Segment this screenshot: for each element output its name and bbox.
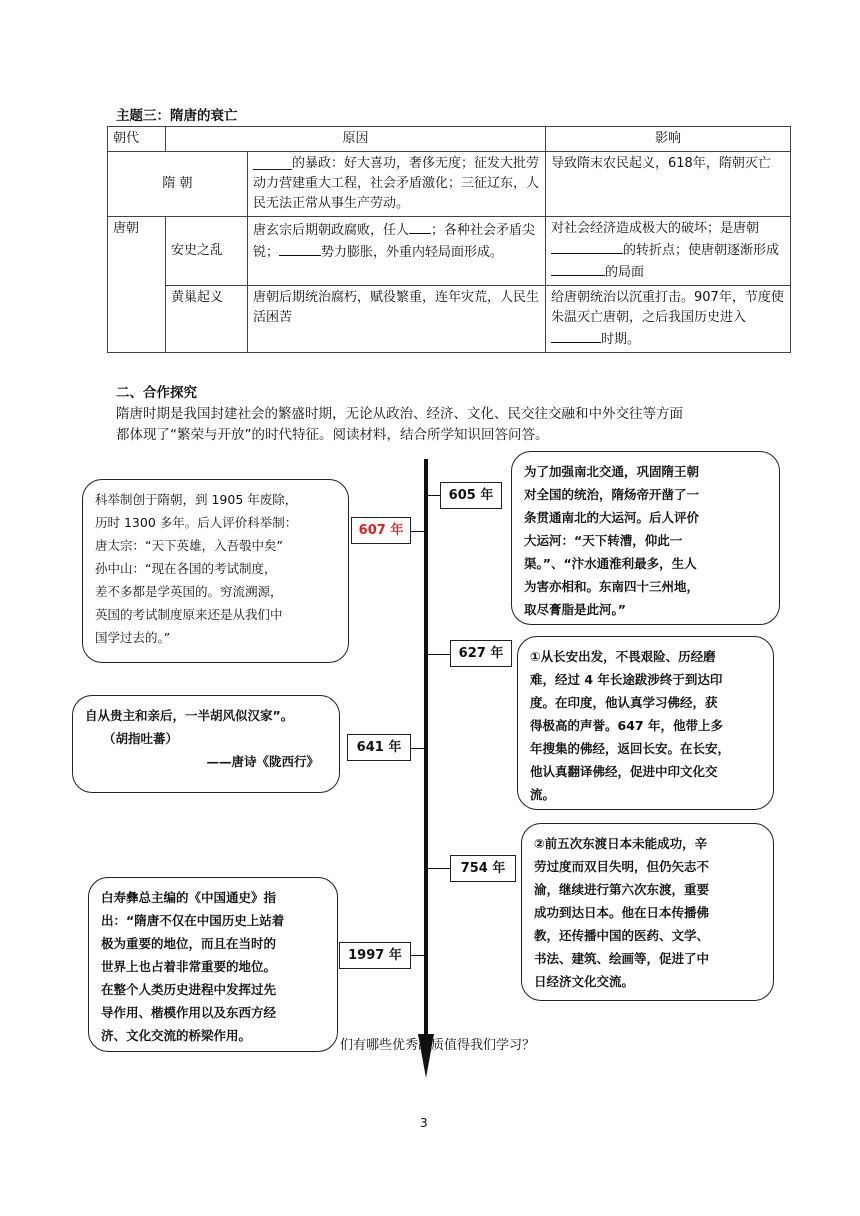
box-line: ——唐诗《陇西行》 [206, 754, 319, 769]
box-line: 在整个人类历史进程中发挥过先 [101, 982, 277, 997]
box-line: 白寿彝总主编的《中国通史》指 [101, 890, 277, 905]
box-line: 书法、建筑、绘画等，促进了中 [534, 951, 710, 966]
table-row-huangchao [108, 286, 791, 353]
anshi-cause-c: 势力膨胀，外重内轻局面形成。 [321, 245, 504, 260]
box-line: 极为重要的地位，而且在当时的 [101, 936, 277, 951]
table-row-sui [108, 152, 791, 217]
section-title: 二、合作探究 [116, 385, 197, 401]
question-text: 们有哪些优秀品质值得我们学习？ [340, 1038, 536, 1053]
fill-blank [551, 239, 623, 254]
box-line: （胡指吐蕃） [103, 731, 179, 746]
box-line: 为害亦相和。东南四十三州地， [524, 579, 700, 594]
box-line: 他认真翻译佛经，促进中印文化交 [530, 764, 718, 779]
material-box-607 [82, 479, 349, 663]
timeline-axis [424, 459, 428, 1037]
cell-sui-dynasty: 隋 朝 [108, 152, 248, 217]
fill-blank [551, 261, 605, 276]
huangchao-effect-a: 给唐朝统治以沉重打击。907年，节度使朱温灭亡唐朝，之后我国历史进入 [551, 290, 784, 325]
box-line: 唐太宗：“天下英雄，入吾彀中矣” [95, 538, 283, 553]
box-line: 科举制创于隋朝，到 1905 年废除， [95, 492, 298, 507]
box-line: 劳过度而双目失明，但仍矢志不 [534, 859, 710, 874]
box-line: 渝，继续进行第六次东渡，重要 [534, 882, 710, 897]
timeline-tick [428, 495, 440, 496]
timeline-tick [410, 955, 424, 956]
huangchao-effect-b: 时期。 [601, 332, 641, 347]
box-line: 对全国的统治，隋炀帝开凿了一 [524, 487, 700, 502]
box-line: 渠。”、“汴水通淮利最多，生人 [524, 556, 697, 571]
anshi-cause-a: 唐玄宗后期朝政腐败，任人 [253, 223, 410, 238]
box-line: 成功到达日本。他在日本传播佛 [534, 905, 710, 920]
box-line: 世界上也占着非常重要的地位。 [101, 959, 277, 974]
page-number: 3 [420, 1116, 428, 1130]
anshi-effect-b: 的转折点；使唐朝逐渐形成 [623, 243, 780, 258]
cell-sui-cause [248, 152, 546, 217]
header-dynasty: 朝代 [108, 127, 166, 152]
timeline-tick [428, 654, 450, 655]
year-label-605: 605 年 [440, 482, 502, 509]
material-box-754 [521, 823, 774, 1001]
box-line: ②前五次东渡日本未能成功，辛 [534, 836, 708, 851]
cell-anshi-effect [546, 217, 791, 286]
header-effect: 影响 [546, 127, 791, 152]
material-box-641 [72, 695, 340, 793]
cell-sui-effect: 导致隋末农民起义，618年，隋朝灭亡 [546, 152, 791, 217]
box-line: 年搜集的佛经，返回长安。在长安， [530, 741, 731, 756]
year-label-641: 641 年 [347, 734, 411, 761]
box-line: 为了加强南北交通，巩固隋王朝 [524, 464, 700, 479]
cell-huangchao-effect [546, 286, 791, 353]
box-line: 历时 1300 多年。后人评价科举制： [95, 515, 298, 530]
box-line: 难，经过 4 年长途跋涉终于到达印 [530, 672, 723, 687]
box-line: 孙中山：“现在各国的考试制度， [95, 561, 277, 576]
box-line: 得极高的声誉。647 年，他带上多 [530, 718, 723, 733]
intro-line: 隋唐时期是我国封建社会的繁盛时期，无论从政治、经济、文化、民交往交融和中外交往等方面 [116, 406, 683, 422]
timeline-tick [410, 748, 424, 749]
year-label-1997: 1997 年 [339, 942, 411, 969]
box-line: 流。 [530, 787, 556, 802]
decline-table [107, 126, 791, 353]
box-line: 取尽膏脂是此河。” [524, 602, 626, 617]
cell-tang-dynasty: 唐朝 [108, 217, 166, 353]
anshi-effect-c: 的局面 [605, 265, 645, 280]
year-label-754: 754 年 [450, 855, 516, 882]
fill-blank [551, 328, 601, 343]
box-line: 度。在印度，他认真学习佛经，获 [530, 695, 718, 710]
year-label-607: 607 年 [351, 517, 411, 544]
table-header-row [108, 127, 791, 152]
timeline-tick [410, 531, 424, 532]
material-box-605 [511, 451, 780, 625]
section-title: 主题三：隋唐的衰亡 [116, 108, 238, 124]
table-row-anshi [108, 217, 791, 286]
box-line: 自从贵主和亲后，一半胡风似汉家”。 [85, 708, 294, 723]
intro-line: 都体现了“繁荣与开放”的时代特征。阅读材料，结合所学知识回答问答。 [116, 427, 549, 443]
box-line: 条贯通南北的大运河。后人评价 [524, 510, 700, 525]
box-line: 出：“隋唐不仅在中国历史上站着 [101, 913, 285, 928]
cell-huangchao-cause: 唐朝后期统治腐朽，赋役繁重，连年灾荒，人民生活困苦 [248, 286, 546, 353]
box-line: 大运河：“天下转漕，仰此一 [524, 533, 683, 548]
header-cause: 原因 [166, 127, 546, 152]
fill-blank: ______ [253, 156, 292, 171]
box-line: ①从长安出发，不畏艰险、历经磨 [530, 649, 716, 664]
cell-anshi-name: 安史之乱 [166, 217, 248, 286]
box-line: 日经济文化交流。 [534, 974, 635, 989]
cell-anshi-cause [248, 217, 546, 286]
anshi-effect-a: 对社会经济造成极大的破坏；是唐朝 [551, 221, 760, 236]
box-line: 济、文化交流的桥梁作用。 [101, 1028, 252, 1043]
material-box-1997 [88, 877, 338, 1052]
box-line: 导作用、楷模作用以及东西方经 [101, 1005, 277, 1020]
sui-cause-text: 的暴政：好大喜功，奢侈无度；征发大批劳动力营建重大工程，社会矛盾激化；三征辽东，人民无法正常从事生产劳动。 [253, 156, 540, 211]
fill-blank [409, 219, 431, 234]
timeline-tick [428, 868, 450, 869]
material-box-627 [517, 636, 774, 810]
fill-blank [279, 241, 321, 256]
box-line: 教，还传播中国的医药、文学、 [534, 928, 710, 943]
anshi-cause-b: ；各种社会矛盾尖锐； [253, 223, 536, 260]
box-line: 差不多都是学英国的。穷流溯源， [95, 584, 283, 599]
year-label-627: 627 年 [450, 640, 512, 667]
box-line: 英国的考试制度原来还是从我们中 [95, 607, 283, 622]
cell-huangchao-name: 黄巢起义 [166, 286, 248, 353]
box-line: 国学过去的。” [95, 630, 171, 645]
